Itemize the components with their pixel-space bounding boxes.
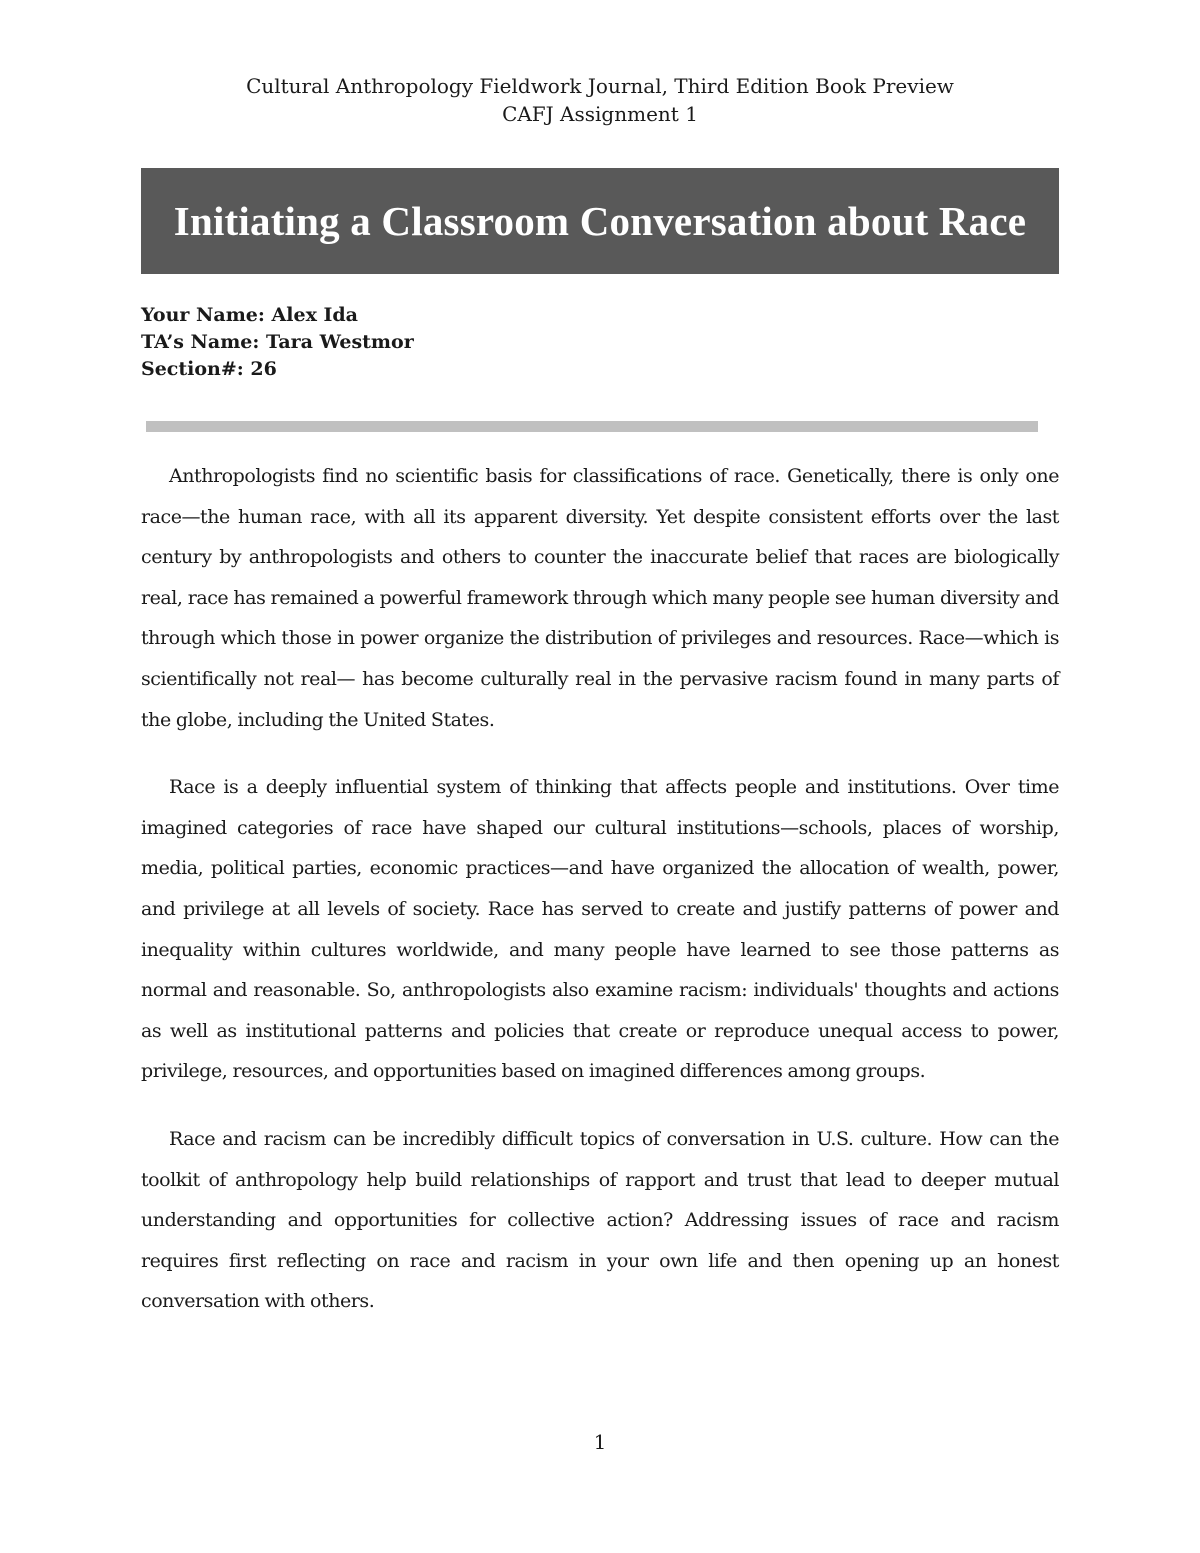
paragraph-3: Race and racism can be incredibly difficult topics of conversation in U.S. culture. How can the toolkit of anthropology help build relationships of rapport and trust that lead to deeper mutual understanding and opportunities for collective action? Addressing issues of race and racism requires first reflecting on race and racism in your own life and then opening up an honest conversation with others. (141, 1127, 1059, 1313)
section-number: Section#: 26 (141, 358, 277, 380)
section-divider (146, 421, 1038, 432)
paragraph-2: Race is a deeply influential system of thinking that affects people and institutions. Over time imagined categories of race have shaped our cultural institutions—schools, places of worship, media, political parties, economic practices—and have organized the allocation of wealth, power, and privilege at all levels of society. Race has served to create and justify patterns of power and inequality within cultures worldwide, and many people have learned to see those patterns as normal and reasonable. So, anthropologists also examine racism: individuals' thoughts and actions as well as institutional patterns and policies that create or reproduce unequal access to power, privilege, resources, and opportunities based on imagined differences among groups. (141, 776, 1059, 1083)
header-book-title: Cultural Anthropology Fieldwork Journal, Third Edition Book Preview (246, 74, 954, 98)
title-banner (141, 168, 1059, 274)
student-info (141, 302, 414, 383)
student-name: Your Name: Alex Ida (141, 304, 358, 326)
paragraph-1: Anthropologists find no scientific basis for classifications of race. Genetically, there is only one race—the human race, with all its apparent diversity. Yet despite consistent efforts over the last century by anthropologists and others to counter the inaccurate belief that races are biologically real, race has remained a powerful framework through which many people see human diversity and through which those in power organize the distribution of privileges and resources. Race—which is scientifically not real— has become culturally real in the pervasive racism found in many parts of the globe, including the United States. (141, 465, 1059, 731)
ta-name: TA’s Name: Tara Westmor (141, 331, 414, 353)
page-number: 1 (593, 1430, 607, 1454)
body-text (141, 456, 1059, 1349)
header-assignment: CAFJ Assignment 1 (502, 102, 698, 126)
running-header (0, 72, 1200, 128)
document-title: Initiating a Classroom Conversation about Race (173, 198, 1027, 244)
